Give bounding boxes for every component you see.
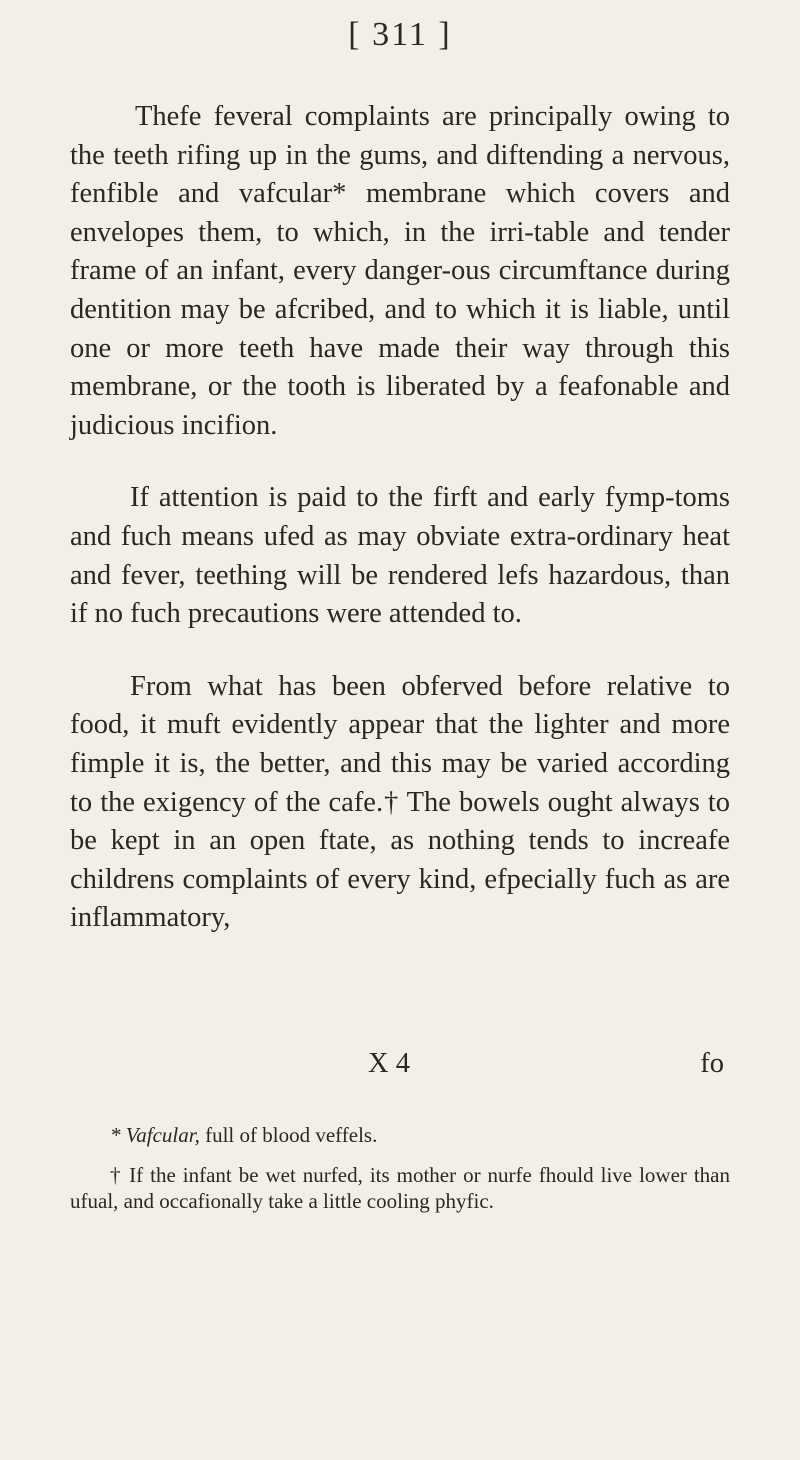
footnote-vascular-term: * Vafcular, — [110, 1123, 200, 1147]
footnote-nursing: † If the infant be wet nurfed, its mother or nurfe fhould live lower than ufual, and occafionally take a little cooling phyfic. — [70, 1163, 730, 1213]
footnote-vascular — [70, 1122, 730, 1148]
paragraph-food-and-bowels: From what has been obferved before relative to food, it muft evidently appear that the lighter and more fimple it is, the better, and this may be varied according to the exigency of the cafe.† The bowels ought always to be kept in an open ftate, as nothing tends to increafe childrens complaints of every kind, efpecially fuch as are inflammatory, — [70, 670, 730, 934]
paragraph-teeth-complaints: Thefe feveral complaints are principally owing to the teeth rifing up in the gums, and diftending a nervous, fenfible and vafcular* membrane which covers and envelopes them, to which, in the irri-table and tender frame of an infant, every danger-ous circumftance during dentition may be afcribed, and to which it is liable, until one or more teeth have made their way through this membrane, or the tooth is liberated by a feafonable and judicious incifion. — [70, 101, 730, 441]
main-text — [70, 98, 730, 972]
signature-mark: X 4 — [368, 1048, 410, 1079]
page-number: [ 311 ] — [348, 16, 452, 53]
footnotes — [70, 1122, 730, 1228]
footnote-vascular-definition: full of blood veffels. — [205, 1123, 378, 1147]
catchline — [70, 1048, 730, 1088]
paragraph-early-symptoms: If attention is paid to the firft and early fymp-toms and fuch means ufed as may obviate extra-ordinary heat and fever, teething will be rendered lefs hazardous, than if no fuch precautions were attended to. — [70, 482, 730, 630]
catchword: fo — [700, 1048, 724, 1079]
